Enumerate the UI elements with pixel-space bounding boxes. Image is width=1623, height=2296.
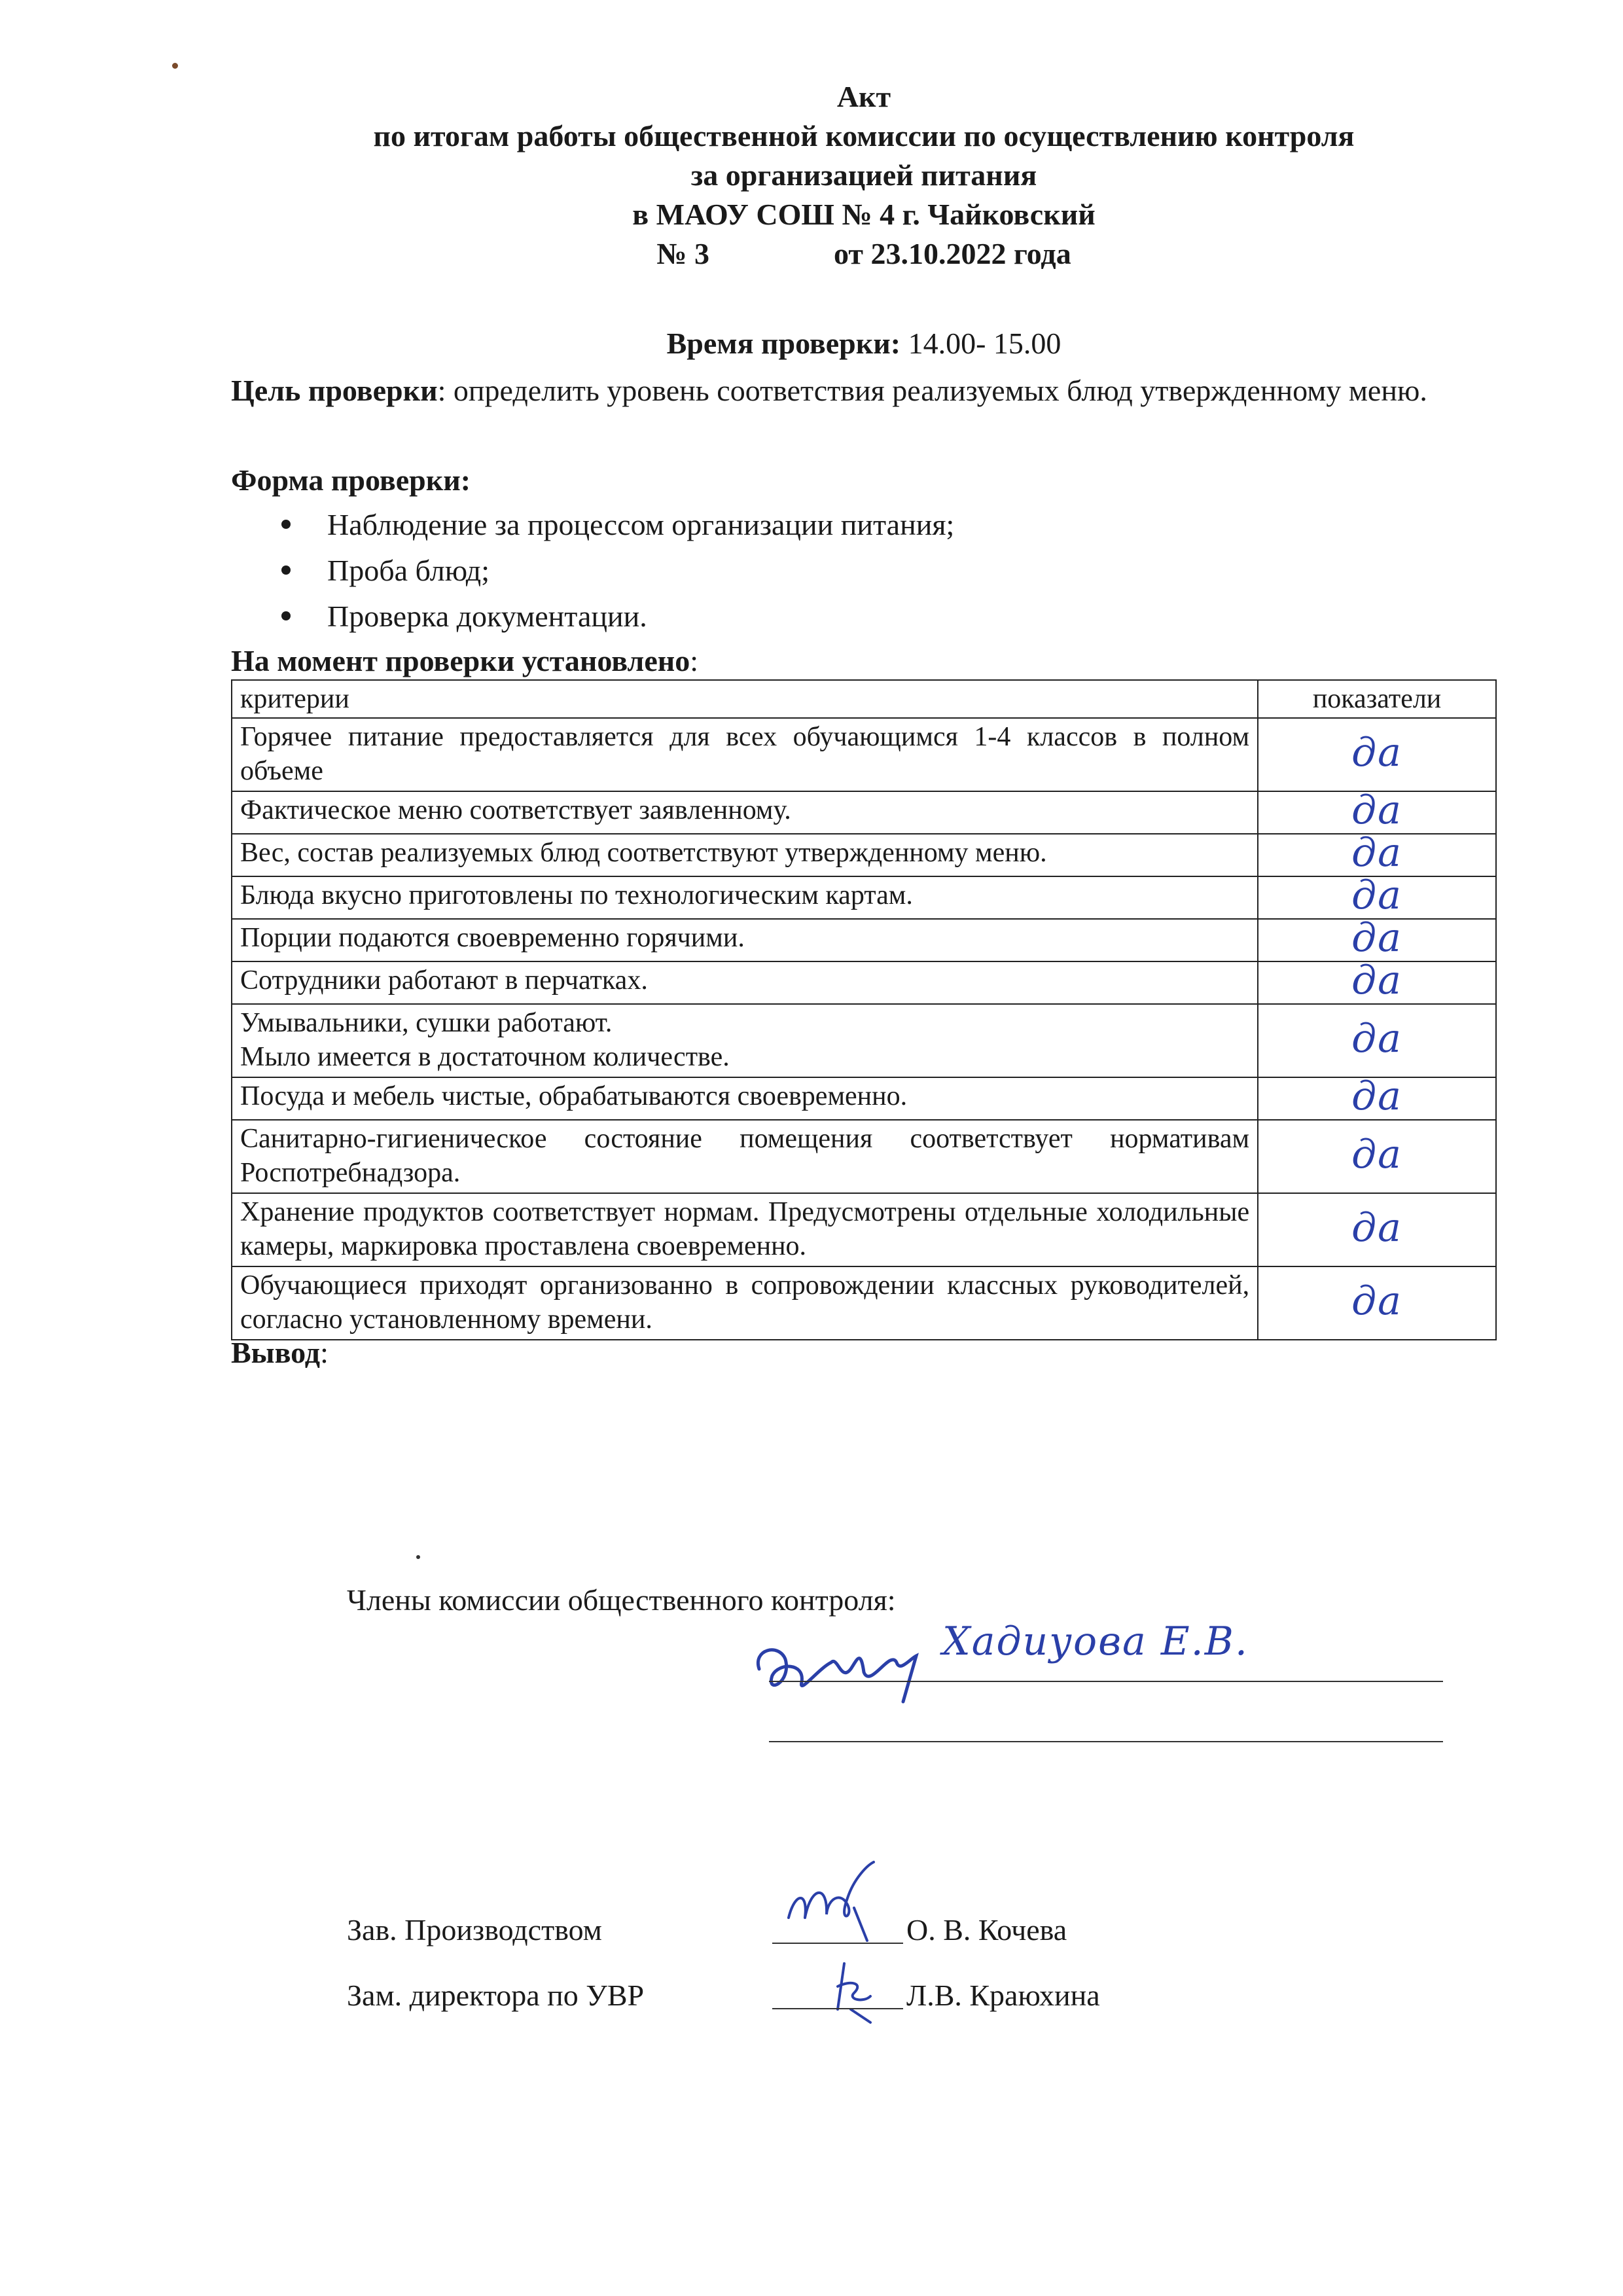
signature-krayukhina-icon [818,1950,910,2029]
indicator-cell [1258,1266,1496,1340]
criterion-cell: Сотрудники работают в перчатках. [232,961,1258,1004]
table-row [232,1120,1496,1193]
member-signature-name: Хадиуова Е.В. [942,1619,1249,1664]
table-row [232,791,1496,834]
header-criteria: критерии [232,680,1258,718]
criterion-cell: Горячее питание предоставляется для всех обучающимся 1-4 классов в полном объеме [232,718,1258,791]
signature-line [772,1943,903,1944]
table-row [232,876,1496,919]
handwritten-yes: да [1351,1131,1402,1177]
criterion-cell: Обучающиеся приходят организованно в сопровождении классных руководителей, согласно установленному времени. [232,1266,1258,1340]
doc-date: от 23.10.2022 года [834,237,1071,270]
doc-school-line: в МАОУ СОШ № 4 г. Чайковский [632,198,1096,231]
established-label [231,640,1494,682]
indicator-cell [1258,787,1496,834]
handwritten-yes: да [1351,1015,1402,1062]
form-label: Форма проверки: [231,463,471,497]
criterion-cell: Вес, состав реализуемых блюд соответствуют утвержденному меню. [232,834,1258,876]
list-item: Проверка документации. [281,594,954,639]
handwritten-yes: да [1351,830,1402,876]
form-list [281,502,954,639]
signature-line [772,2008,903,2009]
indicator-cell [1258,872,1496,919]
criterion-cell: Фактическое меню соответствует заявленному. [232,791,1258,834]
list-item: Проба блюд; [281,548,954,594]
indicator-cell [1258,718,1496,791]
doc-number-row [236,234,1492,274]
table-header-row [232,680,1496,718]
scan-speck [416,1555,420,1559]
document-header [236,77,1492,274]
table-row [232,718,1496,791]
doc-title: Акт [836,80,891,113]
conclusion-label [231,1335,329,1370]
signature-line [769,1741,1443,1742]
indicator-cell [1258,1193,1496,1266]
indicator-cell [1258,958,1496,1004]
criterion-cell: Порции подаются своевременно горячими. [232,919,1258,961]
table-row [232,1266,1496,1340]
handwritten-yes: да [1351,1278,1402,1324]
signature-line [769,1681,1443,1682]
handwritten-yes: да [1351,787,1402,833]
check-time [236,324,1492,363]
table-row [232,919,1496,961]
criterion-cell: Блюда вкусно приготовлены по технологическим картам. [232,876,1258,919]
indicator-cell [1258,1073,1496,1120]
handwritten-yes: да [1351,729,1402,776]
handwritten-yes: да [1351,872,1402,918]
criterion-cell: Посуда и мебель чистые, обрабатываются своевременно. [232,1077,1258,1120]
indicator-cell [1258,1004,1496,1077]
check-time-label: Время проверки: [666,327,901,360]
signatory-role: Зав. Производством [347,1913,602,1946]
conclusion-text: Вывод [231,1336,321,1369]
table-row [232,1077,1496,1120]
handwritten-yes: да [1351,1073,1402,1119]
established-colon: : [690,644,699,677]
list-item: Наблюдение за процессом организации питания; [281,502,954,548]
signature-kocheva-icon [776,1859,906,1944]
criterion-cell: Санитарно-гигиеническое состояние помещения соответствует нормативам Роспотребнадзора. [232,1120,1258,1193]
doc-subtitle-line: по итогам работы общественной комиссии по осуществлению контроля [373,119,1355,152]
goal-label: Цель проверки [231,374,438,407]
commission-label: Члены комиссии общественного контроля: [347,1583,896,1617]
indicator-cell [1258,1120,1496,1193]
criterion-cell: Умывальники, сушки работают. Мыло имеется в достаточном количестве. [232,1004,1258,1077]
table-row [232,1004,1496,1077]
indicator-cell [1258,915,1496,961]
doc-subtitle-line: за организацией питания [690,158,1037,192]
signatory-role: Зам. директора по УВР [347,1979,645,2012]
handwritten-yes: да [1351,915,1402,961]
goal-text: : определить уровень соответствия реализуемых блюд утвержденному меню. [437,374,1427,407]
check-goal [231,370,1494,412]
handwritten-yes: да [1351,1204,1402,1251]
conclusion-colon: : [320,1336,329,1369]
check-time-value: 14.00- 15.00 [908,327,1061,360]
table-row [232,834,1496,876]
established-text: На момент проверки установлено [231,644,690,677]
scan-speck [172,63,178,69]
indicator-cell [1258,830,1496,876]
signatory-name: О. В. Кочева [906,1913,1067,1946]
table-row [232,961,1496,1004]
criteria-table [231,679,1497,1340]
signatory-name: Л.В. Краюхина [906,1979,1100,2012]
header-indicators: показатели [1258,680,1496,718]
doc-number: № 3 [656,237,710,270]
table-row [232,1193,1496,1266]
criterion-cell: Хранение продуктов соответствует нормам. Предусмотрены отдельные холодильные камеры, маркировка проставлена своевременно. [232,1193,1258,1266]
handwritten-yes: да [1351,958,1402,1003]
